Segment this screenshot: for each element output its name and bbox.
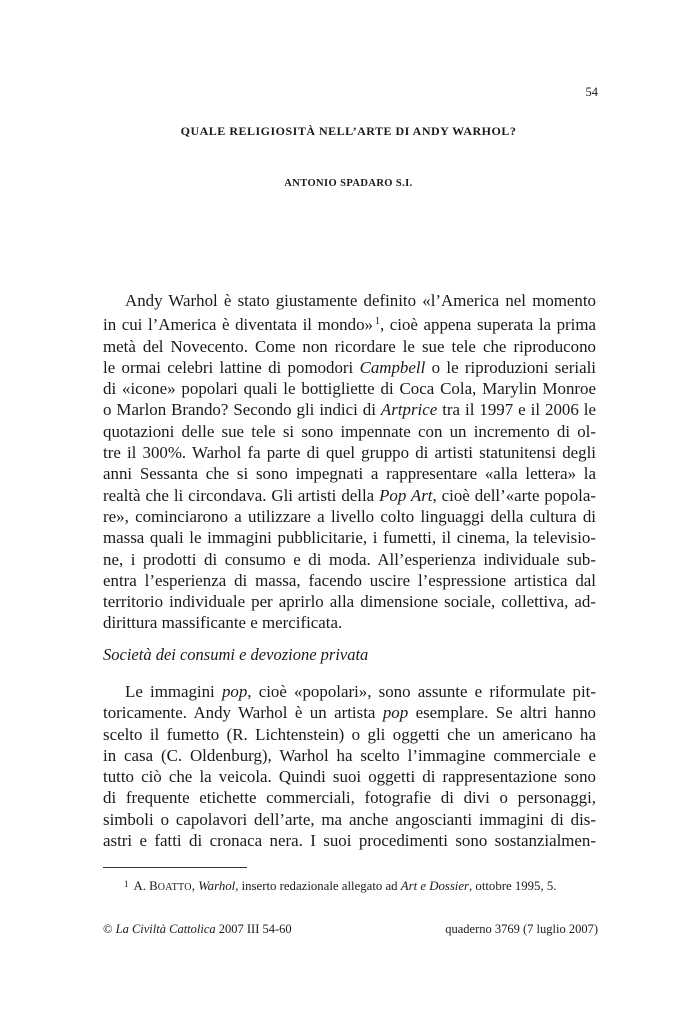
text-span: , cioè «popolari», sono assunte e riformulate pit- — [247, 682, 596, 701]
text-line: massa quali le immagini pubblicitarie, i fumetti, il cinema, la televisio- — [103, 528, 596, 548]
footnote-divider — [103, 867, 247, 868]
text-span: o Marlon Brando? Secondo gli indici di — [103, 400, 381, 420]
footnote-magazine: Art e Dossier — [400, 879, 470, 893]
text-line: re», cominciarono a utilizzare a livello colto linguaggi della cultura di — [103, 506, 596, 526]
text-line: scelto il fumetto (R. Lichtenstein) o gli oggetti che un americano ha — [103, 724, 596, 744]
italic-text: Campbell — [359, 357, 426, 377]
text-line: tutto ciò che la veicola. Quindi suoi oggetti di rappresentazione sono — [103, 767, 596, 787]
text-span: tra il 1997 e il 2006 le — [437, 400, 596, 420]
footnote-ref-number: 1 — [374, 316, 380, 328]
footnote-ref — [373, 316, 380, 327]
text-line: tre il 300%. Warhol fa parte di quel gruppo di artisti statunitensi degli — [103, 443, 596, 463]
footnote-work-title: Warhol — [198, 879, 236, 893]
italic-text: Artprice — [380, 400, 438, 420]
text-line: anni Sessanta che si sono impegnati a rappresentare «alla lettera» la — [103, 464, 596, 484]
footer-issue: quaderno 3769 (7 luglio 2007) — [445, 922, 598, 936]
footnote-text-end: , ottobre 1995, 5. — [469, 879, 557, 893]
copyright-symbol: © — [103, 922, 116, 936]
text-line: di frequente etichette commerciali, fotografie di divi o personaggi, — [103, 788, 596, 808]
italic-text: Pop Art — [379, 485, 433, 505]
footer-citation — [103, 922, 292, 937]
italic-text: pop — [382, 703, 409, 723]
section-heading: Società dei consumi e devozione privata — [103, 645, 369, 664]
article-title: QUALE RELIGIOSITÀ NELL’ARTE DI ANDY WARHOL? — [180, 124, 517, 138]
journal-name: La Civiltà Cattolica — [115, 922, 216, 936]
paragraph-2 — [103, 681, 596, 851]
text-span: o le riproduzioni seriali — [425, 357, 597, 377]
text-line — [103, 681, 596, 702]
text-line: astri e fatti di cronaca nera. I suoi procedimenti sono sostanzialmen- — [103, 831, 596, 851]
text-line: dirittura massificante e mercificata. — [103, 613, 343, 633]
text-line — [103, 357, 596, 378]
text-line: di «icone» popolari quali le bottigliette di Coca Cola, Marylin Monroe — [103, 379, 596, 399]
footnote-author-initial: A. B — [133, 879, 158, 893]
text-span: in cui l’America è diventata il mondo» — [103, 315, 373, 335]
text-line: metà del Novecento. Come non ricordare le sue tele che riproducono — [103, 336, 596, 356]
text-span: toricamente. Andy Warhol è un artista — [103, 703, 383, 723]
text-line — [103, 485, 596, 506]
text-span: , cioè dell’«arte popola- — [432, 485, 596, 505]
text-line: Andy Warhol è stato giustamente definito «l’America nel momento — [125, 291, 596, 310]
text-line: in casa (C. Oldenburg), Warhol ha scelto l’immagine commerciale e — [103, 745, 596, 765]
text-line: ne, i prodotti di consumo e di moda. All’esperienza individuale sub- — [103, 549, 596, 569]
text-span: le ormai celebri lattine di pomodori — [103, 357, 360, 377]
text-line: simboli o capolavori dell’arte, ma anche angoscianti immagini di dis- — [103, 809, 596, 829]
text-line: territorio individuale per aprirlo alla dimensione sociale, collettiva, ad- — [103, 592, 596, 612]
footnote-author-smallcaps: OATTO — [157, 882, 192, 893]
paragraph-1 — [103, 290, 596, 634]
text-line — [103, 702, 596, 723]
citation-volume: 2007 III 54-60 — [215, 922, 292, 936]
text-span: , cioè appena superata la prima — [379, 315, 596, 335]
footnote — [124, 879, 556, 894]
footnote-separator: , — [191, 879, 199, 893]
text-span: esemplare. Se altri hanno — [408, 703, 596, 723]
article-author: ANTONIO SPADARO S.I. — [284, 178, 413, 189]
text-span: Le immagini — [125, 682, 222, 701]
text-span: realtà che li circondava. Gli artisti della — [103, 485, 380, 505]
text-line: entra l’esperienza di massa, facendo uscire l’espressione artistica dal — [103, 570, 596, 590]
text-line: quotazioni delle sue tele si sono impennate con un incremento di ol- — [103, 421, 596, 441]
page-number: 54 — [585, 85, 598, 99]
text-line — [103, 399, 596, 420]
text-line — [103, 311, 596, 335]
footnote-text: , inserto redazionale allegato ad — [235, 879, 401, 893]
footnote-mark: 1 — [124, 879, 129, 889]
italic-text: pop — [221, 682, 248, 701]
